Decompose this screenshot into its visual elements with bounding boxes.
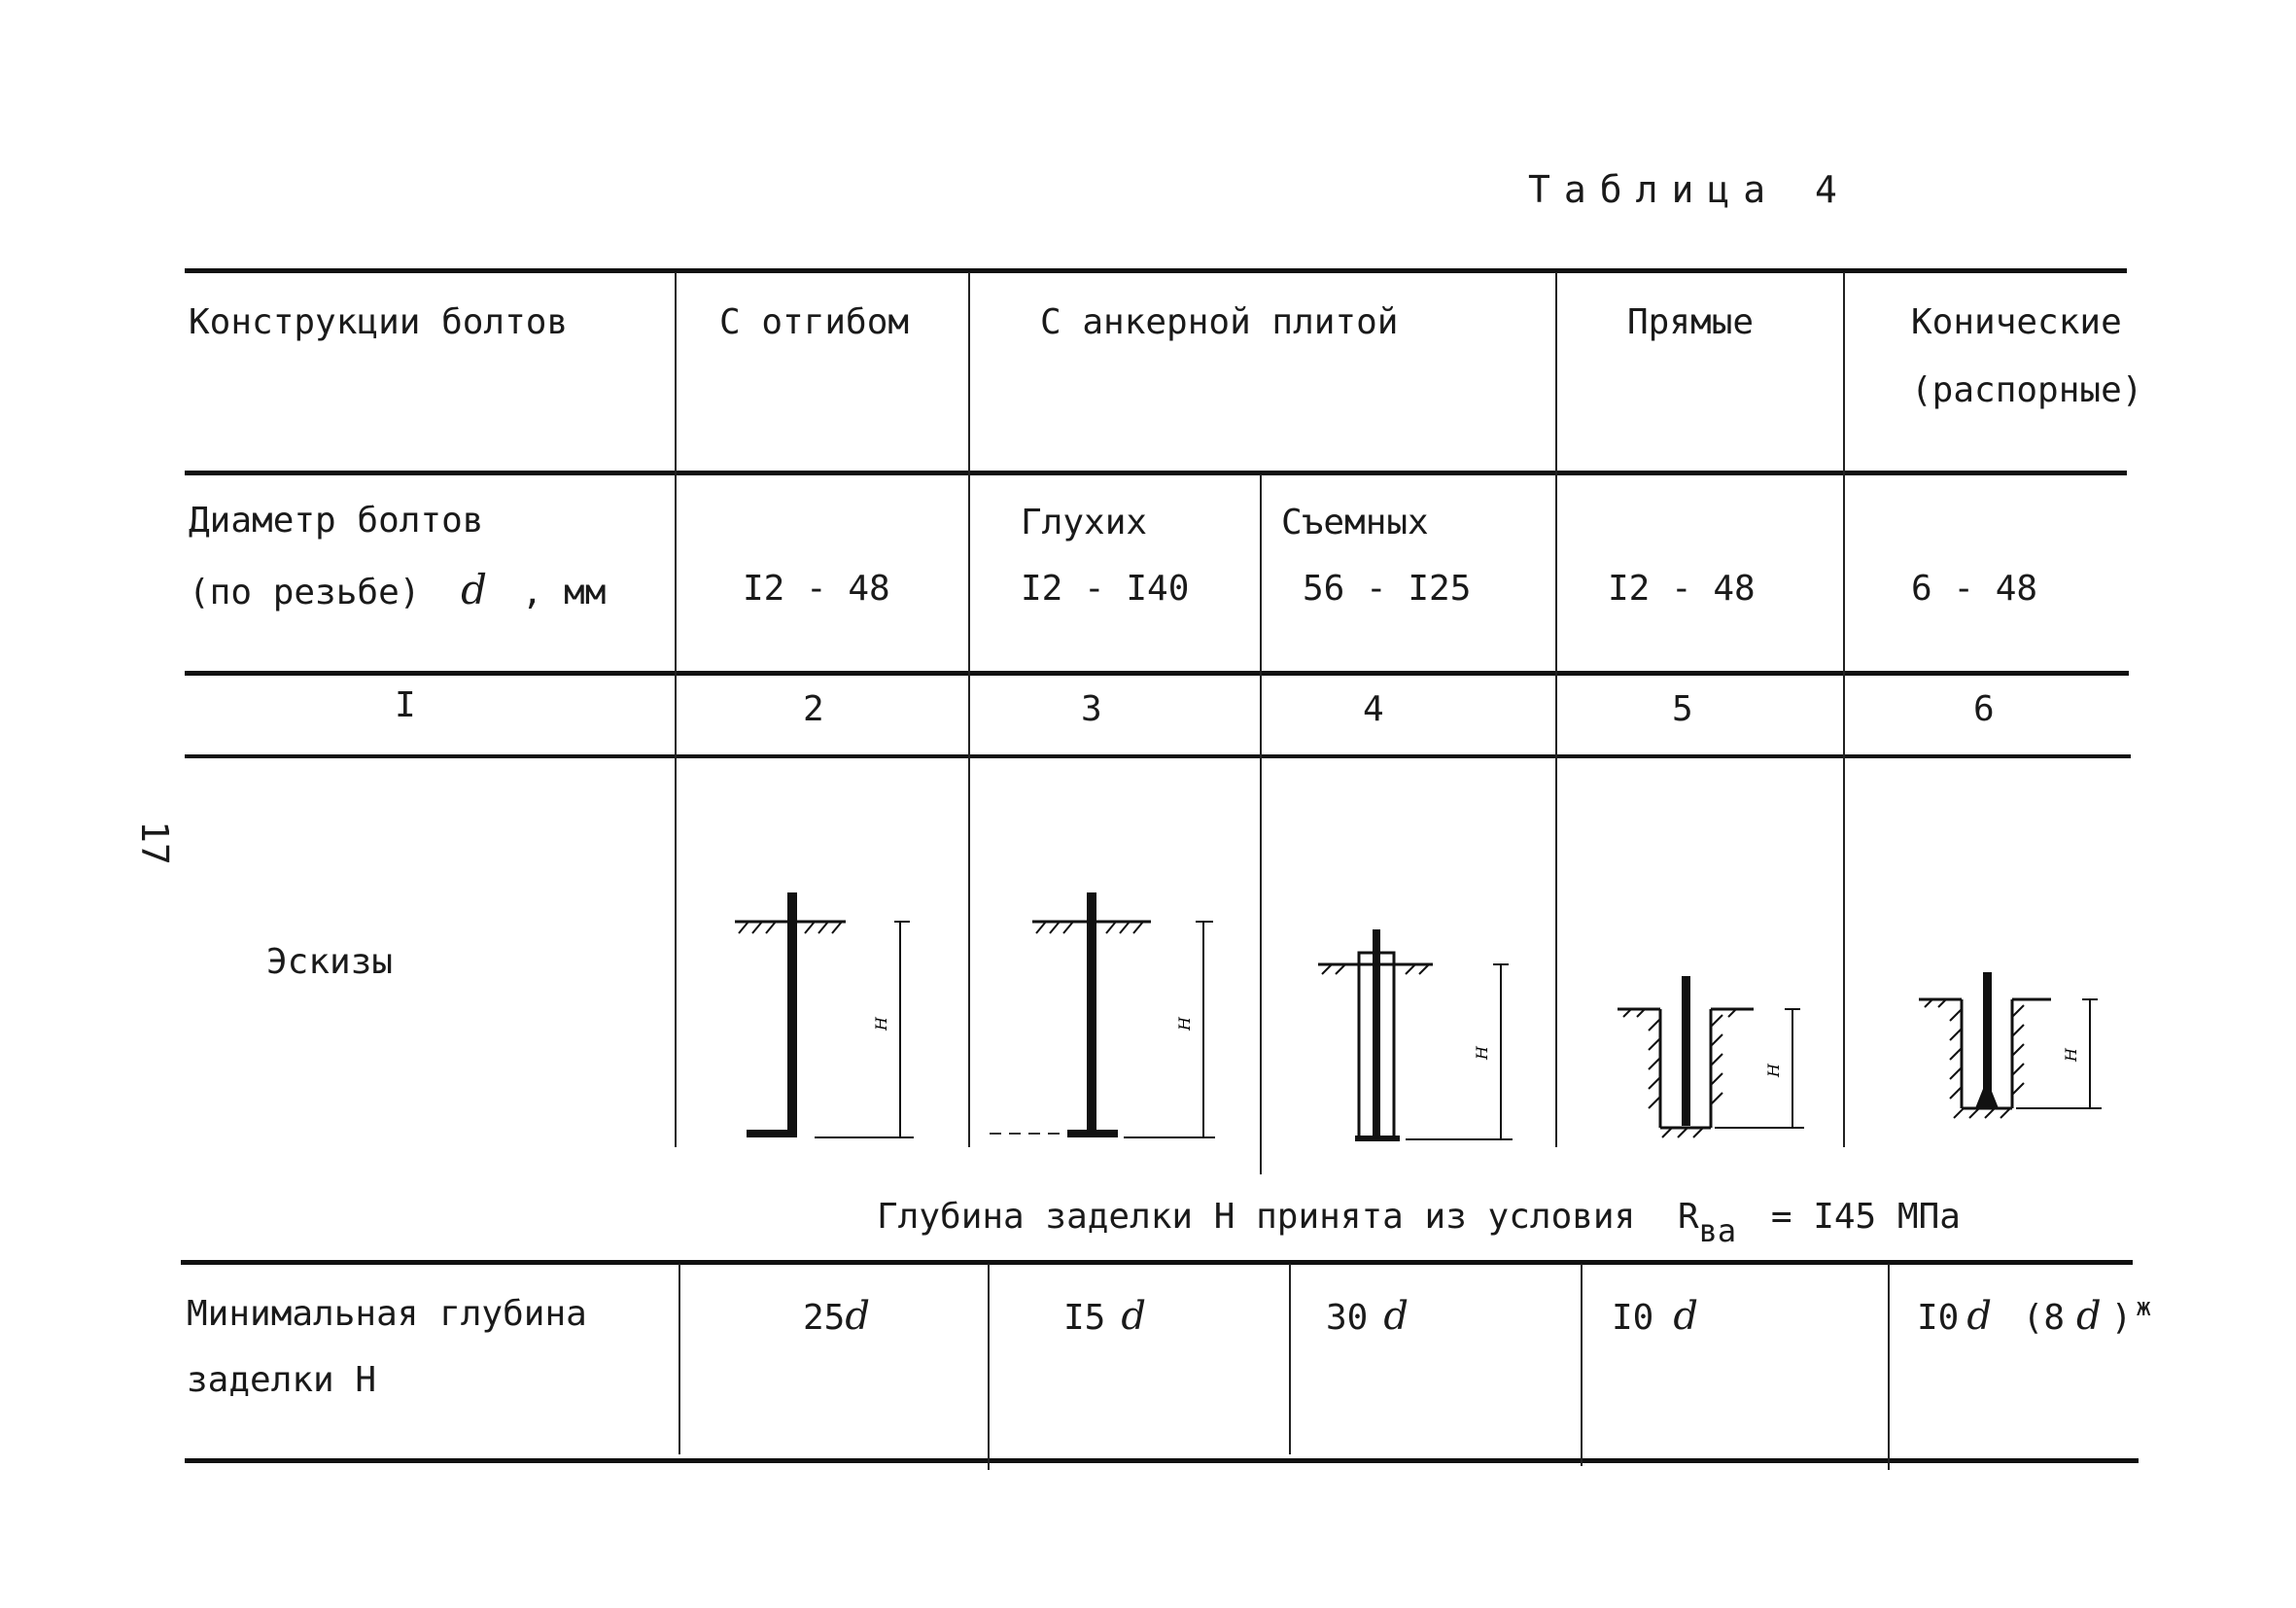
col-divider-4-lower xyxy=(1581,1264,1583,1466)
sketch-1-dimension-label: H xyxy=(872,1017,890,1031)
sketch-bottom-rule xyxy=(181,1260,2133,1265)
diameter-col6: 6 - 48 xyxy=(1911,569,2038,609)
sketch-note xyxy=(877,1197,1961,1249)
diameter-symbol: d xyxy=(461,566,487,613)
sketch-note-subscript: ва xyxy=(1698,1212,1737,1249)
col-divider-3 xyxy=(1260,474,1262,1174)
sketch-bent-bolt xyxy=(719,875,933,1147)
sketch-note-prefix: Глубина заделки Н принята из условия xyxy=(877,1197,1636,1237)
min-depth-col4 xyxy=(1326,1294,1409,1339)
col-divider-3-lower xyxy=(1289,1264,1291,1454)
numbers-bottom-rule xyxy=(185,754,2131,758)
sketch-3-dimension-label: H xyxy=(1473,1046,1491,1060)
min-depth-col5-symbol: d xyxy=(1673,1294,1698,1339)
diameter-col2: I2 - 48 xyxy=(743,569,890,609)
min-depth-label-line1: Минимальная глубина xyxy=(187,1294,587,1334)
col-divider-5 xyxy=(1843,272,1845,1147)
min-depth-col2-symbol: d xyxy=(845,1294,870,1339)
min-depth-col6 xyxy=(1917,1293,2151,1339)
column-number-4: 4 xyxy=(1363,689,1384,729)
table-top-rule xyxy=(185,268,2127,273)
min-depth-col6-footnote-mark: ж xyxy=(2136,1293,2151,1322)
min-depth-col3 xyxy=(1063,1294,1146,1339)
header-col2: С отгибом xyxy=(719,302,910,342)
header-col6-line2: (распорные) xyxy=(1911,370,2143,410)
diameter-col5: I2 - 48 xyxy=(1608,569,1756,609)
sketch-note-suffix: = I45 МПа xyxy=(1770,1197,1961,1237)
col-divider-1-lower xyxy=(678,1264,680,1454)
min-depth-col6-open: (8 xyxy=(2022,1298,2066,1338)
col-divider-4 xyxy=(1555,272,1557,1147)
header-row-label: Конструкции болтов xyxy=(189,302,569,342)
min-depth-label-line2: заделки Н xyxy=(187,1360,377,1400)
column-number-3: 3 xyxy=(1081,689,1102,729)
column-number-6: 6 xyxy=(1973,689,1995,729)
min-depth-col5 xyxy=(1612,1294,1698,1339)
diameter-label-line1: Диаметр болтов xyxy=(189,501,484,541)
diameter-col4-title: Съемных xyxy=(1281,503,1429,542)
min-depth-col6-close: ) xyxy=(2110,1298,2133,1338)
page-number: 17 xyxy=(132,821,176,865)
header-col3-4: С анкерной плитой xyxy=(1040,302,1399,342)
diameter-col3-title: Глухих xyxy=(1021,503,1148,542)
sketch-5-dimension-label: H xyxy=(2062,1048,2080,1062)
min-depth-col6-number: I0 xyxy=(1917,1298,1960,1338)
sketch-conical-bolt xyxy=(1915,968,2119,1134)
column-number-1: I xyxy=(395,685,416,725)
column-number-5: 5 xyxy=(1672,689,1693,729)
sketch-anchor-plate-removable xyxy=(1312,914,1526,1147)
diameter-bottom-rule xyxy=(185,671,2129,676)
min-depth-col6-symbol-2: d xyxy=(2076,1294,2102,1339)
diameter-unit: , мм xyxy=(521,573,607,612)
min-depth-col3-symbol: d xyxy=(1121,1294,1146,1339)
min-depth-col4-number: 30 xyxy=(1326,1298,1369,1338)
header-col5: Прямые xyxy=(1627,302,1755,342)
sketch-4-dimension-label: H xyxy=(1764,1064,1783,1077)
diameter-col4: 56 - I25 xyxy=(1303,569,1472,609)
sketch-2-dimension-label: H xyxy=(1175,1017,1194,1031)
page-title: Таблица 4 xyxy=(1528,168,1851,211)
min-depth-col6-symbol: d xyxy=(1966,1294,1992,1339)
min-depth-col5-number: I0 xyxy=(1612,1298,1654,1338)
diameter-label-line2 xyxy=(189,566,607,613)
sketch-anchor-plate-blind xyxy=(982,875,1225,1147)
sketch-straight-bolt xyxy=(1614,972,1818,1137)
sketch-note-symbol: R xyxy=(1677,1197,1699,1237)
col-divider-1 xyxy=(675,272,677,1147)
header-col6-line1: Конические xyxy=(1911,302,2122,342)
min-depth-col2 xyxy=(803,1294,870,1339)
diameter-label-text: (по резьбе) xyxy=(189,573,421,612)
sketches-label: Эскизы xyxy=(266,942,394,982)
table-bottom-rule xyxy=(185,1458,2139,1463)
diameter-col3: I2 - I40 xyxy=(1021,569,1190,609)
col-divider-2-lower xyxy=(988,1264,990,1470)
min-depth-col4-symbol: d xyxy=(1383,1294,1409,1339)
min-depth-col3-number: I5 xyxy=(1063,1298,1106,1338)
col-divider-5-lower xyxy=(1888,1264,1890,1470)
col-divider-2 xyxy=(968,272,970,1147)
column-number-2: 2 xyxy=(803,689,824,729)
header-bottom-rule xyxy=(185,471,2127,475)
min-depth-col2-number: 25 xyxy=(803,1298,846,1338)
